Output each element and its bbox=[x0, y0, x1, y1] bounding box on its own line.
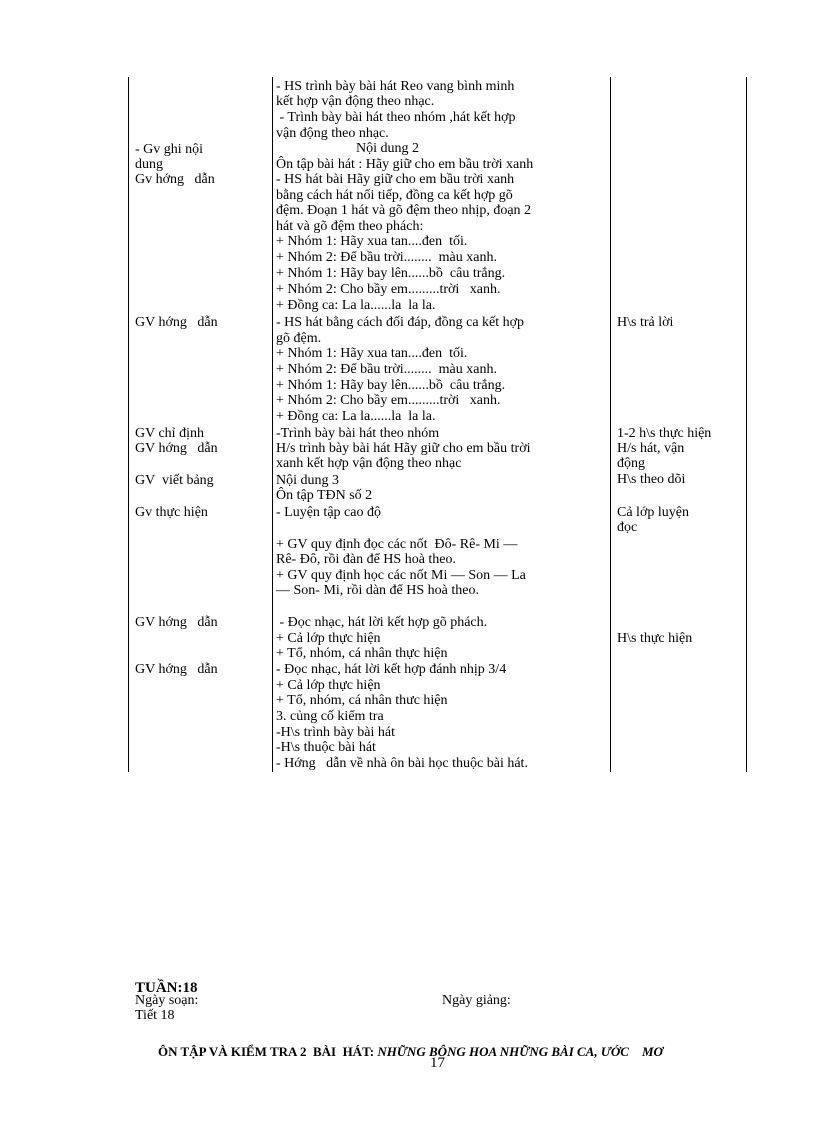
content-line: Ôn tập bài hát : Hãy giữ cho em bầu trời xanh bbox=[276, 157, 534, 172]
content-line: bằng cách hát nối tiếp, đồng ca kết hợp gõ bbox=[276, 188, 513, 203]
teacher-activity: GV hớng dẫn bbox=[135, 615, 218, 630]
student-activity: H\s trả lời bbox=[617, 315, 674, 330]
content-line: 3. củng cố kiểm tra bbox=[276, 709, 384, 724]
prep-date-label: Ngày soạn: bbox=[135, 993, 199, 1008]
content-line: xanh kết hợp vận động theo nhạc bbox=[276, 456, 462, 471]
content-line: vận động theo nhạc. bbox=[276, 126, 389, 141]
teacher-activity: GV chỉ định bbox=[135, 426, 204, 441]
content-line: - Trình bày bài hát theo nhóm ,hát kết hợp bbox=[276, 110, 516, 125]
content-line: - HS trình bày bài hát Reo vang bình minh bbox=[276, 79, 515, 94]
content-line: - Hớng dẫn về nhà ôn bài học thuộc bài hát. bbox=[276, 756, 528, 771]
table-border-right bbox=[746, 77, 747, 772]
teacher-activity: GV hớng dẫn bbox=[135, 662, 218, 677]
table-border-left bbox=[128, 77, 129, 772]
content-line: + GV quy định học các nốt Mi — Son — La bbox=[276, 568, 526, 583]
content-line: - Đọc nhạc, hát lời kết hợp gõ phách. bbox=[276, 615, 488, 630]
content-line: Ôn tập TĐN số 2 bbox=[276, 488, 373, 503]
content-line: + Tổ, nhóm, cá nhân thưc hiện bbox=[276, 693, 448, 708]
content-line: kết hợp vận động theo nhạc. bbox=[276, 94, 435, 109]
student-activity: Cả lớp luyện bbox=[617, 505, 689, 520]
page-number: 17 bbox=[430, 1055, 445, 1071]
teacher-activity: dung bbox=[135, 157, 163, 172]
section-heading: Nội dung 3 bbox=[276, 473, 339, 488]
teacher-activity: - Gv ghi nội bbox=[135, 142, 204, 157]
week-heading: TUẦN:18 bbox=[135, 980, 198, 996]
content-line: -H\s thuộc bài hát bbox=[276, 740, 376, 755]
student-activity: H\s thực hiện bbox=[617, 631, 693, 646]
content-line: + Đồng ca: La la......la la la. bbox=[276, 298, 436, 313]
teacher-activity: GV hớng dẫn bbox=[135, 315, 218, 330]
content-line: -Trình bày bài hát theo nhóm bbox=[276, 426, 440, 441]
teacher-activity: GV hớng dẫn bbox=[135, 441, 218, 456]
student-activity: 1-2 h\s thực hiện bbox=[617, 426, 712, 441]
content-line: + GV quy định đọc các nốt Đô- Rê- Mi — bbox=[276, 537, 518, 552]
content-line: + Cả lớp thực hiện bbox=[276, 678, 381, 693]
table-border-mid-1 bbox=[272, 77, 273, 772]
section-heading: Nội dung 2 bbox=[356, 141, 419, 156]
content-line: - Luyện tập cao độ bbox=[276, 505, 381, 520]
content-line: — Son- Mi, rồi dàn để HS hoà theo. bbox=[276, 583, 479, 598]
teacher-activity: Gv hớng dẫn bbox=[135, 172, 215, 187]
lesson-number: Tiết 18 bbox=[135, 1008, 175, 1023]
content-line: + Nhóm 2: Để bầu trời........ màu xanh. bbox=[276, 362, 497, 377]
content-line: H/s trình bày bài hát Hãy giữ cho em bầu trời bbox=[276, 441, 531, 456]
content-line: - Đọc nhạc, hát lời kết hợp đánh nhịp 3/4 bbox=[276, 662, 507, 677]
content-line: + Nhóm 2: Để bầu trời........ màu xanh. bbox=[276, 250, 497, 265]
content-line: - HS hát bằng cách đối đáp, đồng ca kết hợp bbox=[276, 315, 525, 330]
lesson-title bbox=[145, 1028, 663, 1076]
student-activity: động bbox=[617, 456, 645, 471]
teacher-activity: Gv thực hiện bbox=[135, 505, 208, 520]
lesson-title-songs: NHỮNG BÔNG HOA NHỮNG BÀI CA, ƯỚC MƠ bbox=[377, 1044, 663, 1059]
student-activity: H\s theo dõi bbox=[617, 472, 686, 487]
content-line: Rê- Đô, rồi đàn để HS hoà theo. bbox=[276, 552, 457, 567]
content-line: + Nhóm 1: Hãy bay lên......bồ câu trắng. bbox=[276, 266, 506, 281]
content-line: đệm. Đoạn 1 hát và gõ đệm theo nhịp, đoạn 2 bbox=[276, 203, 532, 218]
teacher-activity: GV viết bảng bbox=[135, 473, 214, 488]
content-line: + Nhóm 1: Hãy xua tan....đen tối. bbox=[276, 234, 468, 249]
content-line: + Cả lớp thực hiện bbox=[276, 631, 381, 646]
content-line: + Nhóm 1: Hãy bay lên......bồ câu trắng. bbox=[276, 378, 506, 393]
content-line: gõ đệm. bbox=[276, 331, 322, 346]
student-activity: đọc bbox=[617, 520, 638, 535]
content-line: + Tổ, nhóm, cá nhân thực hiện bbox=[276, 646, 448, 661]
lesson-title-plain: ÔN TẬP VÀ KIỂM TRA 2 BÀI HÁT: bbox=[158, 1044, 378, 1059]
content-line: + Nhóm 2: Cho bầy em.........trời xanh. bbox=[276, 282, 501, 297]
teach-date-label: Ngày giảng: bbox=[442, 993, 511, 1008]
content-line: + Nhóm 1: Hãy xua tan....đen tối. bbox=[276, 346, 468, 361]
content-line: + Nhóm 2: Cho bầy em.........trời xanh. bbox=[276, 393, 501, 408]
table-border-mid-2 bbox=[610, 77, 611, 772]
student-activity: H/s hát, vận bbox=[617, 441, 685, 456]
content-line: -H\s trình bày bài hát bbox=[276, 725, 395, 740]
content-line: + Đồng ca: La la......la la la. bbox=[276, 409, 436, 424]
content-line: hát và gõ đệm theo phách: bbox=[276, 219, 424, 234]
content-line: - HS hát bài Hãy giữ cho em bầu trời xanh bbox=[276, 172, 515, 187]
